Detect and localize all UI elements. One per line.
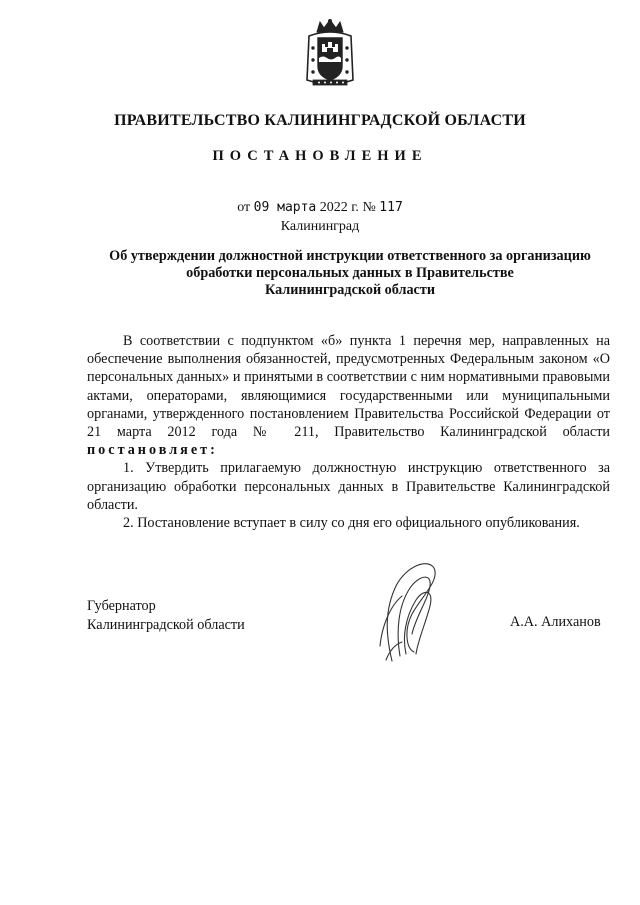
subject-line: обработки персональных данных в Правительстве: [186, 265, 514, 281]
document-type: ПОСТАНОВЛЕНИЕ: [212, 148, 428, 164]
clause-2: 2. Постановление вступает в силу со дня его официального опубликования.: [123, 515, 580, 532]
organization-title: ПРАВИТЕЛЬСТВО КАЛИНИНГРАДСКОЙ ОБЛАСТИ: [114, 112, 526, 129]
date-year: 2022 г.: [319, 200, 359, 215]
signatory-title-line: Калининградской области: [87, 617, 245, 633]
handwritten-signature: [372, 556, 442, 664]
signatory-name: А.А. Алиханов: [510, 614, 601, 630]
document-subject: [86, 248, 614, 299]
coat-of-arms-emblem: [303, 18, 357, 90]
date-line: [0, 200, 640, 216]
signatory-title-line: Губернатор: [87, 598, 156, 614]
document-number: 117: [379, 200, 403, 215]
date-value: 09 марта: [253, 200, 317, 215]
document-body: [87, 332, 610, 532]
number-label: №: [362, 200, 376, 215]
city: Калининград: [280, 219, 360, 234]
signatory-title: [87, 597, 245, 635]
preamble-paragraph: [87, 332, 610, 459]
subject-line: Калининградской области: [264, 282, 435, 298]
subject-line: Об утверждении должностной инструкции ответственного за организацию: [109, 248, 591, 264]
clause-1: 1. Утвердить прилагаемую должностную инструкцию ответственного за организацию обработки персональных данных в Правительстве Калининградской области.: [87, 460, 610, 513]
decree-word: постановляет:: [87, 442, 218, 459]
preamble-text: В соответствии с подпунктом «б» пункта 1 перечня мер, направленных на обеспечение выполнения обязанностей, предусмотренных Федеральным законом «О персональных данных» и принятыми в соответствии с ним нормативными правовыми актами, операторами, являющимися государственными или муниципальными органами, утвержденного постановлением Правительства Российской Федерации от 21 марта 2012 года № 211, Правительство Калининградской области: [87, 333, 610, 441]
date-prefix: от: [237, 200, 251, 215]
